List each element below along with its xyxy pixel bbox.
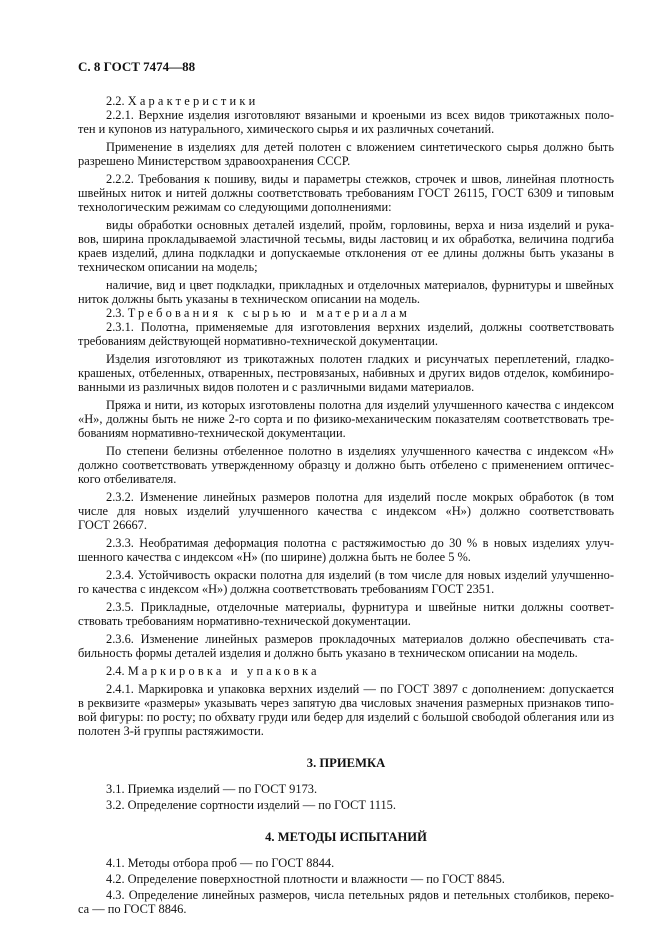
text-line: Пряжа и нити, из которых изготовлены полотна для изделий улучшенного качества с индексом	[106, 398, 614, 412]
text-line: в реквизите «размеры» указывать через запятую два числовых значения размерных признаков типо-	[78, 696, 614, 710]
text-line: вой фигуры: по росту; по обхвату груди или бедер для изделий с большой свободой облегания или из	[78, 710, 614, 724]
subsection-heading-line	[78, 306, 614, 320]
text-line: 2.2.1. Верхние изделия изготовляют вязаными и кроеными из всех видов трикотажных поло-	[106, 108, 614, 122]
document-page	[78, 60, 614, 916]
text-line: бильность формы деталей изделия и должно быть указано в техническом описании на модель.	[78, 646, 578, 660]
subsection-number: 2.4.	[106, 664, 128, 678]
text-line: 2.3.4. Устойчивость окраски полотна для изделий (в том числе для новых изделий улучшенно-	[106, 568, 614, 582]
paragraph	[78, 888, 614, 916]
text-line: 2.4.1. Маркировка и упаковка верхних изделий — по ГОСТ 3897 с дополнением: допускается	[106, 682, 614, 696]
text-line: швейных ниток и нитей должны соответствовать требованиям ГОСТ 26115, ГОСТ 6309 и типовым	[78, 186, 614, 200]
text-line: 2.3.5. Прикладные, отделочные материалы, фурнитура и швейные нитки должны соответ-	[106, 600, 614, 614]
text-line: 2.2.2. Требования к пошиву, виды и параметры стежков, строчек и швов, линейная плотность	[106, 172, 614, 186]
paragraph	[78, 140, 614, 168]
section-heading: 3. ПРИЕМКА	[306, 756, 386, 770]
section-heading: 4. МЕТОДЫ ИСПЫТАНИЙ	[265, 830, 427, 844]
text-line: разрешено Министерством здравоохранения СССР.	[78, 154, 351, 168]
text-line: бованиям нормативно-технической документации.	[78, 426, 346, 440]
paragraph	[78, 444, 614, 486]
subsection-heading	[78, 94, 614, 108]
paragraph	[78, 108, 614, 136]
paragraph	[78, 682, 614, 738]
text-line: требованиям действующей нормативно-технической документации.	[78, 334, 438, 348]
subsection-number: 2.2.	[106, 94, 128, 108]
text-line: 3.1. Приемка изделий — по ГОСТ 9173.	[106, 782, 318, 796]
subsection-heading	[78, 664, 614, 678]
text-line: са — по ГОСТ 8846.	[78, 902, 187, 916]
text-line: 2.3.2. Изменение линейных размеров полотна для изделий после мокрых обработок (в том	[106, 490, 614, 504]
paragraph	[78, 856, 614, 870]
text-line: 3.2. Определение сортности изделий — по ГОСТ 1115.	[106, 798, 396, 812]
subsection-title: Требования к сырью и материалам	[127, 306, 411, 320]
text-line: должно соответствовать утвержденному образцу и должно быть отбелено с применением оптичес-	[78, 458, 614, 472]
paragraph	[78, 536, 614, 564]
paragraph	[78, 632, 614, 660]
text-line: тен и купонов из натурального, химического сырья и их различных сочетаний.	[78, 122, 495, 136]
text-line: 2.3.6. Изменение линейных размеров прокладочных материалов должно обеспечивать ста-	[106, 632, 614, 646]
subsection-number: 2.3.	[106, 306, 128, 320]
paragraph	[78, 398, 614, 440]
paragraph	[78, 320, 614, 348]
subsection-heading-line	[78, 664, 614, 678]
text-line: технологическим режимам со следующими дополнениями:	[78, 200, 392, 214]
subsection-title: Характеристики	[127, 94, 259, 108]
document-body	[78, 94, 614, 916]
text-line: 2.3.3. Необратимая деформация полотна с растяжимостью до 30 % в новых изделиях улуч-	[106, 536, 614, 550]
text-line: ниток должны быть указаны в техническом описании на модель.	[78, 292, 420, 306]
paragraph	[78, 352, 614, 394]
subsection-heading	[78, 306, 614, 320]
subsection-title: Маркировка и упаковка	[127, 664, 320, 678]
paragraph	[78, 568, 614, 596]
paragraph	[78, 278, 614, 306]
text-line: ванными из различных видов полотен и с различными видами материалов.	[78, 380, 475, 394]
text-line: 2.3.1. Полотна, применяемые для изготовления верхних изделий, должны соответствовать	[106, 320, 614, 334]
paragraph	[78, 490, 614, 532]
text-line: крашеных, отбеленных, отваренных, пестровязаных, набивных и других видов отделок, комбиниро-	[78, 366, 614, 380]
text-line: кого отбеливателя.	[78, 472, 177, 486]
text-line: 4.2. Определение поверхностной плотности и влажности — по ГОСТ 8845.	[106, 872, 505, 886]
text-line: виды обработки основных деталей изделий, пройм, горловины, верха и низа изделий и рука-	[106, 218, 614, 232]
text-line: 4.3. Определение линейных размеров, числа петельных рядов и петельных столбиков, переко-	[106, 888, 614, 902]
subsection-heading-line	[78, 94, 614, 108]
paragraph	[78, 600, 614, 628]
text-line: шенного качества с индексом «Н» (по ширине) должна быть не более 5 %.	[78, 550, 471, 564]
paragraph	[78, 172, 614, 214]
paragraph	[78, 782, 614, 796]
paragraph	[78, 872, 614, 886]
text-line: числе для новых изделий улучшенного качества с индексом «Н») должно соответствовать	[78, 504, 614, 518]
text-line: ГОСТ 26667.	[78, 518, 147, 532]
text-line: го качества с индексом «Н») должна соответствовать требованиям ГОСТ 2351.	[78, 582, 495, 596]
text-line: краев изделий, длина подкладки и допускаемые отклонения от ее длины должны быть указаны в	[78, 246, 614, 260]
text-line: Изделия изготовляют из трикотажных полотен гладких и рисунчатых переплетений, гладко-	[106, 352, 614, 366]
text-line: техническом описании на модель;	[78, 260, 258, 274]
paragraph	[78, 218, 614, 274]
text-line: ствовать требованиям нормативно-технической документации.	[78, 614, 411, 628]
text-line: наличие, вид и цвет подкладки, прикладных и отделочных материалов, фурнитуры и швейных	[106, 278, 614, 292]
text-line: Применение в изделиях для детей полотен с вложением синтетического сырья должно быть	[106, 140, 614, 154]
text-line: «Н», должны быть не ниже 2-го сорта и по физико-механическим показателям соответствовать тре-	[78, 412, 614, 426]
paragraph	[78, 798, 614, 812]
text-line: 4.1. Методы отбора проб — по ГОСТ 8844.	[106, 856, 335, 870]
text-line: полотен 3-й группы растяжимости.	[78, 724, 264, 738]
text-line: По степени белизны отбеленное полотно в изделиях улучшенного качества с индексом «Н»	[106, 444, 614, 458]
page-header: С. 8 ГОСТ 7474—88	[78, 59, 196, 74]
text-line: вов, ширина прокладываемой эластичной тесьмы, виды ластовиц и их обработка, величина подгиба	[78, 232, 614, 246]
